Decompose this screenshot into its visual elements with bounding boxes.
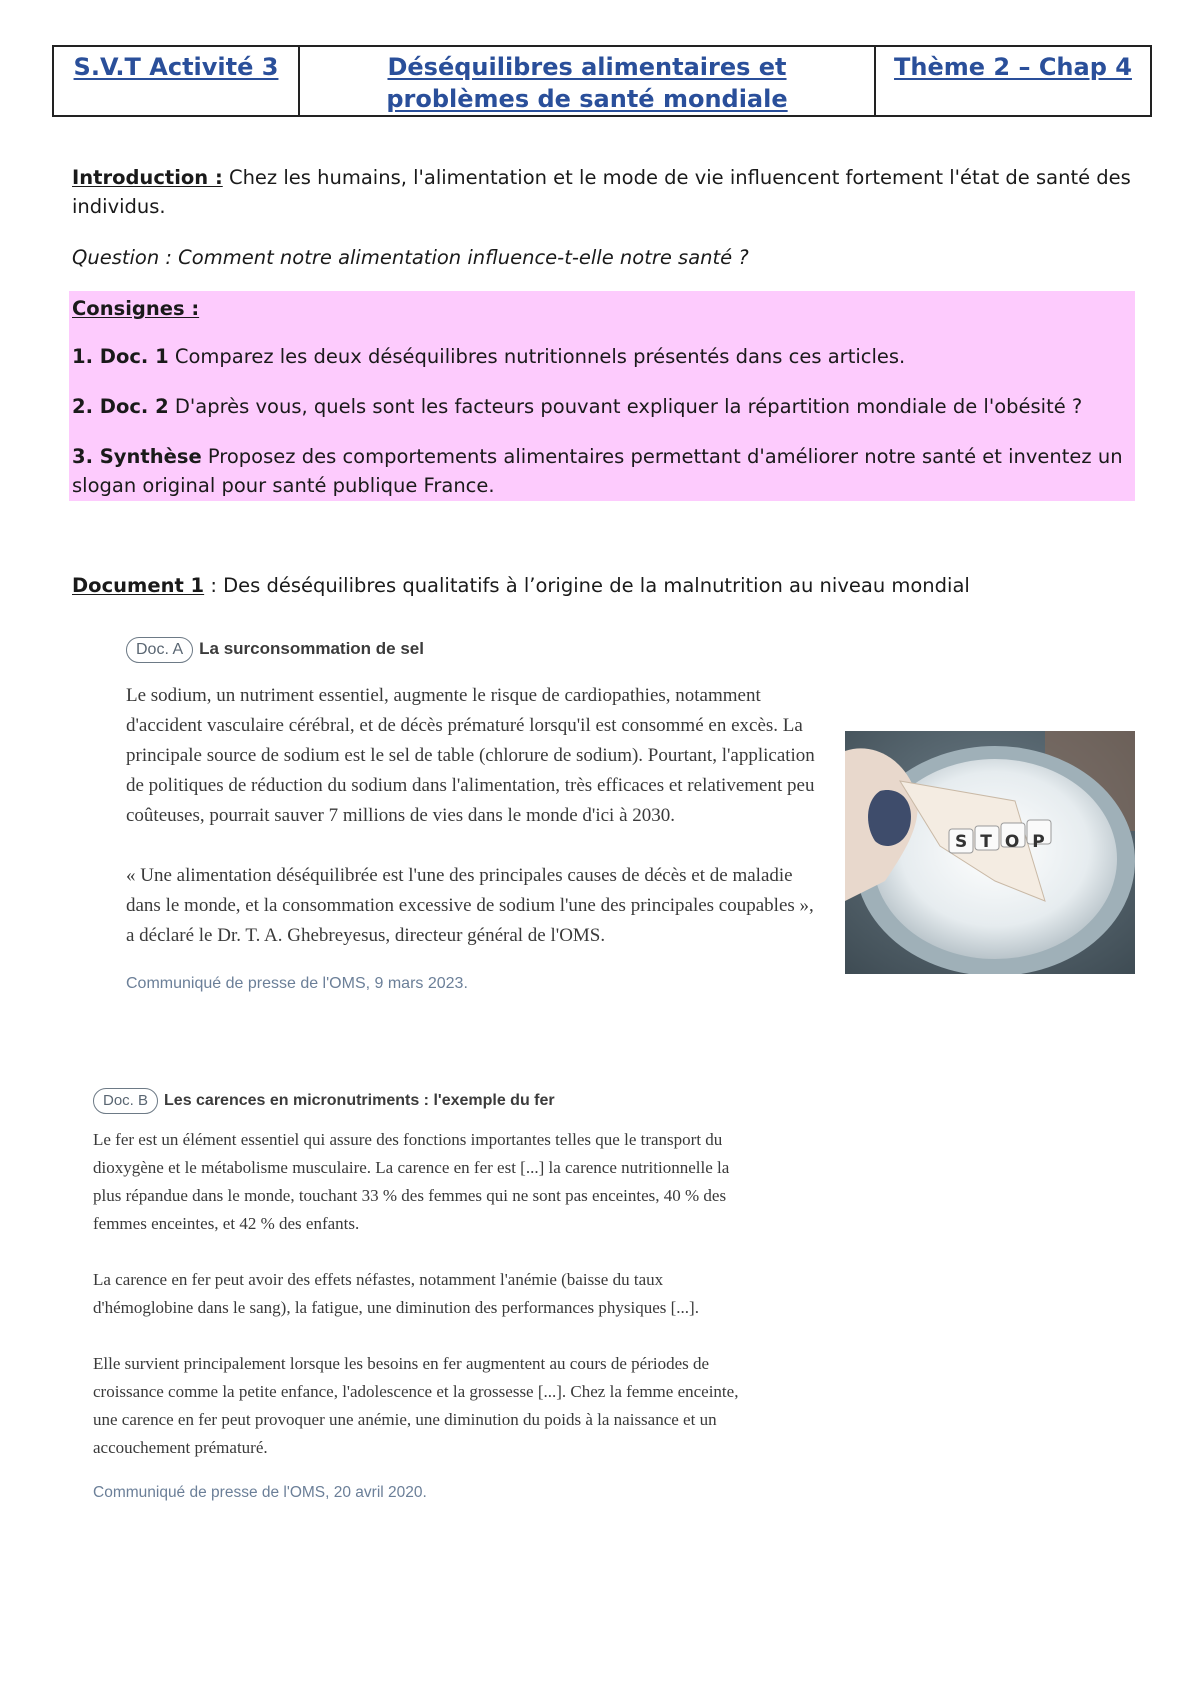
doc-a-title: La surconsommation de sel (199, 639, 424, 658)
salt-jar-illustration (845, 731, 1135, 974)
doc-a-source: Communiqué de presse de l'OMS, 9 mars 2023. (126, 975, 468, 992)
document-1-heading (72, 571, 1132, 600)
consignes-title (72, 294, 1130, 323)
consigne-item-3 (72, 442, 1130, 500)
consigne-item-1-text: Comparez les deux déséquilibres nutritionnels présentés dans ces articles. (168, 345, 906, 368)
doc-b-source: Communiqué de presse de l'OMS, 20 avril 2020. (93, 1484, 427, 1501)
introduction-text: Chez les humains, l'alimentation et le mode de vie influencent fortement l'état de santé des individus. (72, 166, 1131, 218)
doc-a-badge: Doc. A (126, 637, 193, 663)
doc-b-paragraph-3: Elle survient principalement lorsque les besoins en fer augmentent au cours de périodes de croissance comme la petite enfance, l'adolescence et la grossesse [...]. Chez la femme enceinte, une carence en fer peut provoquer une anémie, une diminution du poids à la naissance et un accouchement prématuré. (93, 1354, 739, 1457)
photo-stop-text: STOP (955, 832, 1058, 852)
consigne-item-2 (72, 392, 1130, 421)
consigne-item-2-text: D'après vous, quels sont les facteurs pouvant expliquer la répartition mondiale de l'obésité ? (168, 395, 1083, 418)
header-table (52, 45, 1152, 117)
consigne-item-3-text: Proposez des comportements alimentaires permettant d'améliorer notre santé et inventez un slogan original pour santé publique France. (72, 445, 1123, 497)
doc-b-title: Les carences en micronutriments : l'exemple du fer (164, 1092, 555, 1109)
doc-a-paragraph-2: « Une alimentation déséquilibrée est l'une des principales causes de décès et de maladie dans le monde, et la consommation excessive de sodium l'une des principales coupables », a déclaré le Dr. T. A. Ghebreyesus, directeur général de l'OMS. (126, 865, 814, 946)
doc-b (93, 1088, 753, 1504)
document-1-text: : Des déséquilibres qualitatifs à l’origine de la malnutrition au niveau mondial (204, 574, 970, 597)
consigne-item-2-label: 2. Doc. 2 (72, 395, 169, 418)
doc-a-paragraph-1: Le sodium, un nutriment essentiel, augmente le risque de cardiopathies, notamment d'accident vasculaire cérébral, et de décès prématuré lorsqu'il est consommé en excès. La principale source de sodium est le sel de table (chlorure de sodium). Pourtant, l'application de politiques de réduction du sodium dans l'alimentation, très efficaces et relativement peu coûteuses, pourrait sauver 7 millions de vies dans le monde d'ici à 2030. (126, 685, 815, 826)
doc-b-badge: Doc. B (93, 1088, 158, 1114)
consigne-item-1-label: 1. Doc. 1 (72, 345, 169, 368)
theme-label: Thème 2 – Chap 4 (894, 53, 1132, 81)
consigne-item-1 (72, 342, 1130, 371)
title-line-2: problèmes de santé mondiale (386, 85, 788, 113)
consignes-title-text: Consignes : (72, 297, 200, 320)
doc-b-paragraph-2: La carence en fer peut avoir des effets néfastes, notamment l'anémie (baisse du taux d'hémoglobine dans le sang), la fatigue, une diminution des performances physiques [...]. (93, 1270, 699, 1317)
introduction-label: Introduction : (72, 166, 223, 189)
document-1-label: Document 1 (72, 574, 205, 597)
consigne-item-3-label: 3. Synthèse (72, 445, 202, 468)
doc-b-header (93, 1088, 753, 1118)
doc-a (126, 637, 826, 995)
header-theme (875, 46, 1151, 116)
consignes-box (69, 291, 1135, 501)
doc-a-header (126, 637, 826, 671)
title-line-1: Déséquilibres alimentaires et (387, 53, 787, 81)
question: Question : Comment notre alimentation influence-t-elle notre santé ? (72, 246, 749, 269)
salt-jar-photo (845, 731, 1135, 974)
introduction (72, 163, 1132, 221)
activity-label: S.V.T Activité 3 (73, 53, 279, 81)
doc-b-paragraph-1: Le fer est un élément essentiel qui assure des fonctions importantes telles que le transport du dioxygène et le métabolisme musculaire. La carence en fer est [...] la carence nutritionnelle la plus répandue dans le monde, touchant 33 % des femmes qui ne sont pas enceintes, 40 % des femmes enceintes, et 42 % des enfants. (93, 1130, 730, 1233)
header-title (299, 46, 875, 116)
header-activity (53, 46, 299, 116)
